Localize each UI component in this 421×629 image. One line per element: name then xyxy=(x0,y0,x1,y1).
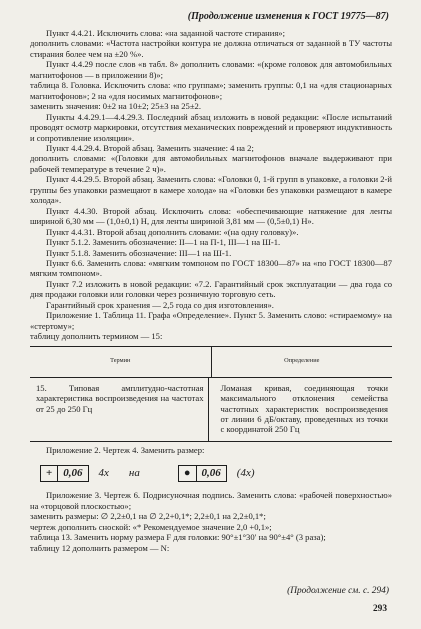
old-tolerance-count: 4х xyxy=(98,467,109,480)
body-paragraph: Пункт 4.4.29 после слов «в табл. 8» дополнить словами: «(кроме головок для автомобильных магнитофонов — в приложении 8)»; xyxy=(30,59,392,80)
body-paragraph: Пункт 4.4.29.4. Второй абзац. Заменить значение: 4 на 2; xyxy=(46,142,254,153)
term-column-header: Термин xyxy=(110,357,131,365)
body-paragraph: Приложение 1. Таблица 11. Графа «Определение». Пункт 5. Заменить слово: «стираемому» на «стертому»; xyxy=(30,310,392,331)
document-body xyxy=(30,28,392,553)
body-paragraph: таблица 8. Головка. Исключить слова: «по группам»; заменить группы: 0,1 на «для стационарных магнитофонов»; 2 на «для носимых магнитофонов»; xyxy=(30,80,392,101)
dot-symbol: ● xyxy=(183,467,191,480)
continuation-note: (Продолжение см. с. 294) xyxy=(287,586,389,596)
body-paragraph: таблицу дополнить термином — 15: xyxy=(30,331,163,342)
connector-text: на xyxy=(128,467,140,480)
term-table xyxy=(30,346,392,442)
old-tolerance-value: 0,06 xyxy=(57,466,87,481)
body-paragraph: Пункт 5.1.2. Заменить обозначение: II—1 на П-1, III—1 на Ш-1. xyxy=(46,237,281,248)
body-paragraph: дополнить словами: «Частота настройки контура не должна отличаться от заданной в ТУ частоты стирания более чем на ±20 %». xyxy=(30,38,392,59)
body-paragraph: Гарантийный срок хранения — 2,5 года со дня изготовления». xyxy=(46,299,274,310)
body-paragraph: дополнить словами: «(Головки для автомобильных магнитофонов вначале выдерживают при рабочей температуре в течение 2 ч)». xyxy=(30,153,392,174)
body-paragraph: Пункты 4.4.29.1—4.4.29.3. Последний абзац изложить в новой редакции: «После испытаний проводят осмотр маркировки, отсутствия механических повреждений и проверяют индуктивность и сопротивление изоляции». xyxy=(30,111,392,143)
body-paragraph: Пункт 4.4.29.5. Второй абзац. Заменить слова: «Головки 0, 1-й групп в упаковке, а головки 2-й группы без упаковки размещают в камере холода» на «Головки без упаковки размещают в камере холода». xyxy=(30,174,392,206)
bottom-paragraphs xyxy=(30,490,392,553)
definition-column-header: Определение xyxy=(211,347,393,377)
body-paragraph: Пункт 4.4.31. Второй абзац дополнить словами: «(на одну головку)». xyxy=(46,226,299,237)
page-number: 293 xyxy=(372,604,387,614)
tolerance-replacement xyxy=(40,458,392,488)
body-paragraph: Пункт 4.4.30. Второй абзац. Исключить слова: «обеспечивающие натяжение для ленты шириной 6,30 мм — (1,0±0,1) Н, для ленты шириной 3,81 мм — (0,5±0,1) Н». xyxy=(30,205,392,227)
term-table-header xyxy=(30,347,392,378)
new-tolerance-count: (4х) xyxy=(236,467,255,480)
new-tolerance-frame xyxy=(178,465,227,482)
body-paragraph: Пункт 7.2 изложить в новой редакции: «7.2. Гарантийный срок эксплуатации — два года со дня продажи головки или головки через розничную торговую сеть. xyxy=(30,278,392,300)
body-paragraph: заменить значения: 0±2 на 10±2; 25±3 на 25±2. xyxy=(30,101,202,112)
old-tolerance-frame xyxy=(40,465,89,482)
page-header: (Продолжение изменения к ГОСТ 19775—87) xyxy=(187,11,389,22)
position-symbol: + xyxy=(46,467,53,480)
definition-cell: Ломаная кривая, соединяющая точки максимального отклонения семейства частотных характеристик воспроизведения от линии 6 дБ/октаву, проведенных из точки с координатой 250 Гц xyxy=(208,378,393,441)
top-paragraphs xyxy=(30,28,392,342)
appendix3-paragraph: заменить размеры: ∅ 2,2±0,1 на ∅ 2,2+0,1*; 2,2±0,1 на 2,2±0,1*; xyxy=(30,511,266,522)
term-cell: 15. Типовая амплитудно-частотная характеристика воспроизведения на частотах от 25 до 250 Гц xyxy=(36,382,204,414)
appendix3-paragraph: таблица 13. Заменить норму размера F для головки: 90°±1°30′ на 90°±4° (3 раза); xyxy=(30,532,326,543)
body-paragraph: Пункт 5.1.8. Заменить обозначение: III—1 на Ш-1. xyxy=(46,247,232,258)
appendix3-paragraph: таблицу 12 дополнить размером — N: xyxy=(30,542,170,553)
new-tolerance-value: 0,06 xyxy=(196,466,226,481)
term-table-row xyxy=(30,378,392,441)
appendix3-paragraph: чертеж дополнить сноской: «* Рекомендуемое значение 2,0 +0,1»; xyxy=(30,521,272,532)
appendix2-paragraph: Приложение 2. Чертеж 4. Заменить размер: xyxy=(46,444,205,455)
appendix3-paragraph: Приложение 3. Чертеж 6. Подрисуночная подпись. Заменить слова: «рабочей поверхностью» на «торцовой плоскостью»; xyxy=(30,490,392,511)
body-paragraph: Пункт 4.4.21. Исключить слова: «на заданной частоте стирания»; xyxy=(46,28,285,38)
body-paragraph: Пункт 6.6. Заменить слова: «мягким томпоном по ГОСТ 18300—87» на «по ГОСТ 18300—87 мягким томпоном». xyxy=(30,257,392,279)
